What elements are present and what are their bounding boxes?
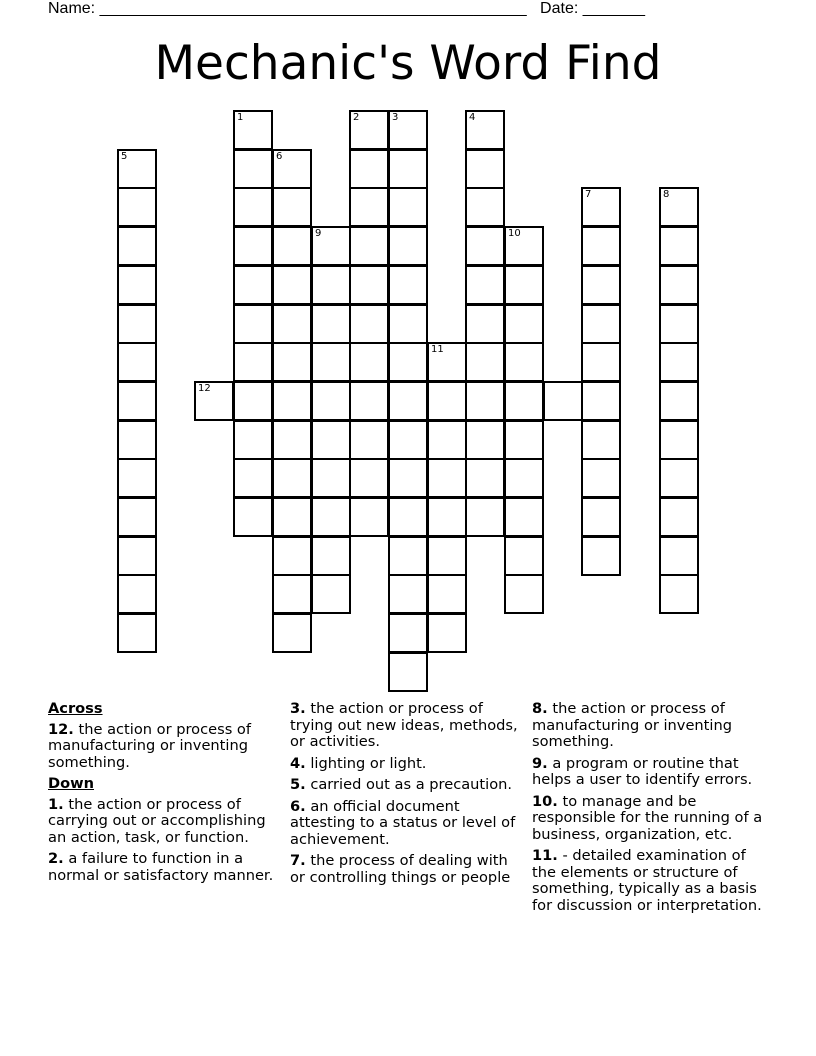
grid-cell[interactable] [311,265,351,305]
grid-cell[interactable] [581,342,621,382]
grid-cell[interactable] [659,497,699,537]
grid-cell[interactable] [349,420,389,460]
grid-cell[interactable] [465,497,505,537]
grid-cell[interactable] [388,536,428,576]
clue-across-12: 12. the action or process of manufacturing or inventing something. [48,720,252,771]
date-label: Date: [540,0,579,17]
grid-cell[interactable] [117,342,157,382]
grid-cell[interactable] [388,342,428,382]
grid-cell[interactable] [581,265,621,305]
page-title: Mechanic's Word Find [154,36,662,91]
clue-number: 5 [121,151,128,162]
grid-cell[interactable] [659,458,699,498]
grid-cell[interactable] [272,342,312,382]
grid-cell[interactable] [659,536,699,576]
grid-cell[interactable] [581,304,621,344]
grid-cell[interactable] [117,420,157,460]
grid-cell[interactable] [465,420,505,460]
grid-cell[interactable] [388,458,428,498]
grid-cell[interactable] [465,458,505,498]
clue-down-6: 6. an official document attesting to a status or level of achievement. [290,797,516,848]
grid-cell[interactable] [272,381,312,421]
grid-cell[interactable] [427,536,467,576]
grid-cell[interactable] [504,420,544,460]
grid-cell[interactable] [233,187,273,227]
clues-column-3 [532,701,764,919]
grid-cell[interactable] [581,381,621,421]
grid-cell[interactable] [465,381,505,421]
grid-cell[interactable] [311,304,351,344]
grid-cell[interactable] [349,304,389,344]
grid-cell[interactable] [117,536,157,576]
grid-cell[interactable] [311,381,351,421]
grid-cell[interactable] [427,458,467,498]
grid-cell[interactable] [233,497,273,537]
grid-cell[interactable] [117,226,157,266]
grid-cell[interactable] [233,149,273,189]
grid-cell[interactable] [388,497,428,537]
grid-cell[interactable] [349,226,389,266]
name-label: Name: [48,0,96,17]
grid-cell[interactable] [465,149,505,189]
clue-down-8: 8. the action or process of manufacturing or inventing something. [532,700,732,750]
clue-number: 2 [353,112,360,123]
grid-cell[interactable] [388,226,428,266]
grid-cell[interactable] [272,574,312,614]
clue-number: 12 [198,383,211,394]
grid-cell[interactable] [581,187,621,227]
grid-cell[interactable] [504,381,544,421]
grid-cell[interactable] [272,304,312,344]
grid-cell[interactable] [659,226,699,266]
grid-cell[interactable] [311,574,351,614]
grid-cell[interactable] [427,613,467,653]
grid-cell[interactable] [388,110,428,150]
grid-cell[interactable] [659,574,699,614]
grid-cell[interactable] [311,497,351,537]
clue-number: 9 [315,228,322,239]
grid-cell[interactable] [272,458,312,498]
grid-cell[interactable] [504,226,544,266]
grid-cell[interactable] [233,458,273,498]
clue-number: 1 [237,112,244,123]
grid-cell[interactable] [311,420,351,460]
grid-cell[interactable] [427,381,467,421]
grid-cell[interactable] [349,149,389,189]
grid-cell[interactable] [349,342,389,382]
grid-cell[interactable] [465,304,505,344]
grid-cell[interactable] [117,187,157,227]
name-line[interactable]: ________________________________________________ [99,0,527,17]
grid-cell[interactable] [581,226,621,266]
grid-cell[interactable] [659,304,699,344]
grid-cell[interactable] [272,226,312,266]
grid-cell[interactable] [581,497,621,537]
grid-cell[interactable] [504,497,544,537]
grid-cell[interactable] [504,342,544,382]
grid-cell[interactable] [311,458,351,498]
grid-cell[interactable] [465,226,505,266]
grid-cell[interactable] [272,265,312,305]
clue-down-11: 11. - detailed examination of the elements or structure of something, typically as a basis for discussion or interpretation. [532,847,762,914]
grid-cell[interactable] [465,187,505,227]
grid-cell[interactable] [388,574,428,614]
grid-cell[interactable] [117,497,157,537]
grid-cell[interactable] [465,110,505,150]
grid-cell[interactable] [388,187,428,227]
grid-cell[interactable] [388,381,428,421]
grid-cell[interactable] [311,342,351,382]
clue-down-2: 2. a failure to function in a normal or satisfactory manner. [48,850,274,884]
grid-cell[interactable] [504,574,544,614]
grid-cell[interactable] [117,613,157,653]
grid-cell[interactable] [388,652,428,692]
grid-cell[interactable] [272,613,312,653]
grid-cell[interactable] [543,381,583,421]
clue-down-4: 4. lighting or light. [290,754,427,772]
grid-cell[interactable] [427,342,467,382]
grid-cell[interactable] [659,381,699,421]
clue-down-10: 10. to manage and be responsible for the running of a business, organization, etc. [532,792,763,843]
grid-cell[interactable] [233,265,273,305]
grid-cell[interactable] [581,458,621,498]
grid-cell[interactable] [117,381,157,421]
clue-number: 10 [508,228,521,239]
grid-cell[interactable] [233,304,273,344]
grid-cell[interactable] [349,381,389,421]
grid-cell[interactable] [388,304,428,344]
grid-cell[interactable] [272,497,312,537]
grid-cell[interactable] [659,342,699,382]
clue-number: 8 [663,189,670,200]
date-line[interactable]: _______ [582,0,646,17]
name-date-header [48,0,645,18]
grid-cell[interactable] [233,226,273,266]
across-heading: Across [48,700,103,717]
clue-number: 3 [392,112,399,123]
grid-cell[interactable] [427,574,467,614]
clue-down-7: 7. the process of dealing with or controlling things or people [290,852,511,886]
clue-number: 11 [431,344,444,355]
down-heading: Down [48,775,95,792]
clues-column-2 [290,701,522,891]
clue-down-3: 3. the action or process of trying out new ideas, methods, or activities. [290,700,518,750]
clue-number: 7 [585,189,592,200]
clues-column-1 [48,701,280,889]
grid-cell[interactable] [349,110,389,150]
clue-number: 6 [276,151,283,162]
grid-cell[interactable] [504,458,544,498]
grid-cell[interactable] [388,613,428,653]
clue-down-5: 5. carried out as a precaution. [290,776,513,793]
grid-cell[interactable] [427,420,467,460]
grid-cell[interactable] [117,149,157,189]
grid-cell[interactable] [504,265,544,305]
grid-cell[interactable] [272,149,312,189]
clue-number: 4 [469,112,476,123]
grid-cell[interactable] [388,420,428,460]
grid-cell[interactable] [233,342,273,382]
grid-cell[interactable] [659,265,699,305]
grid-cell[interactable] [349,497,389,537]
grid-cell[interactable] [272,536,312,576]
grid-cell[interactable] [349,265,389,305]
grid-cell[interactable] [388,149,428,189]
grid-cell[interactable] [504,536,544,576]
grid-cell[interactable] [504,304,544,344]
clue-down-1: 1. the action or process of carrying out or accomplishing an action, task, or function. [48,795,266,846]
grid-cell[interactable] [465,265,505,305]
grid-cell[interactable] [233,381,273,421]
grid-cell[interactable] [659,420,699,460]
grid-cell[interactable] [465,342,505,382]
grid-cell[interactable] [659,187,699,227]
grid-cell[interactable] [117,574,157,614]
grid-cell[interactable] [311,226,351,266]
grid-cell[interactable] [233,420,273,460]
grid-cell[interactable] [581,536,621,576]
grid-cell[interactable] [427,497,467,537]
grid-cell[interactable] [581,420,621,460]
grid-cell[interactable] [194,381,234,421]
grid-cell[interactable] [311,536,351,576]
grid-cell[interactable] [272,420,312,460]
grid-cell[interactable] [272,187,312,227]
grid-cell[interactable] [117,458,157,498]
clue-down-9: 9. a program or routine that helps a user to identify errors. [532,754,753,788]
grid-cell[interactable] [233,110,273,150]
grid-cell[interactable] [388,265,428,305]
grid-cell[interactable] [117,265,157,305]
grid-cell[interactable] [117,304,157,344]
grid-cell[interactable] [349,187,389,227]
grid-cell[interactable] [349,458,389,498]
